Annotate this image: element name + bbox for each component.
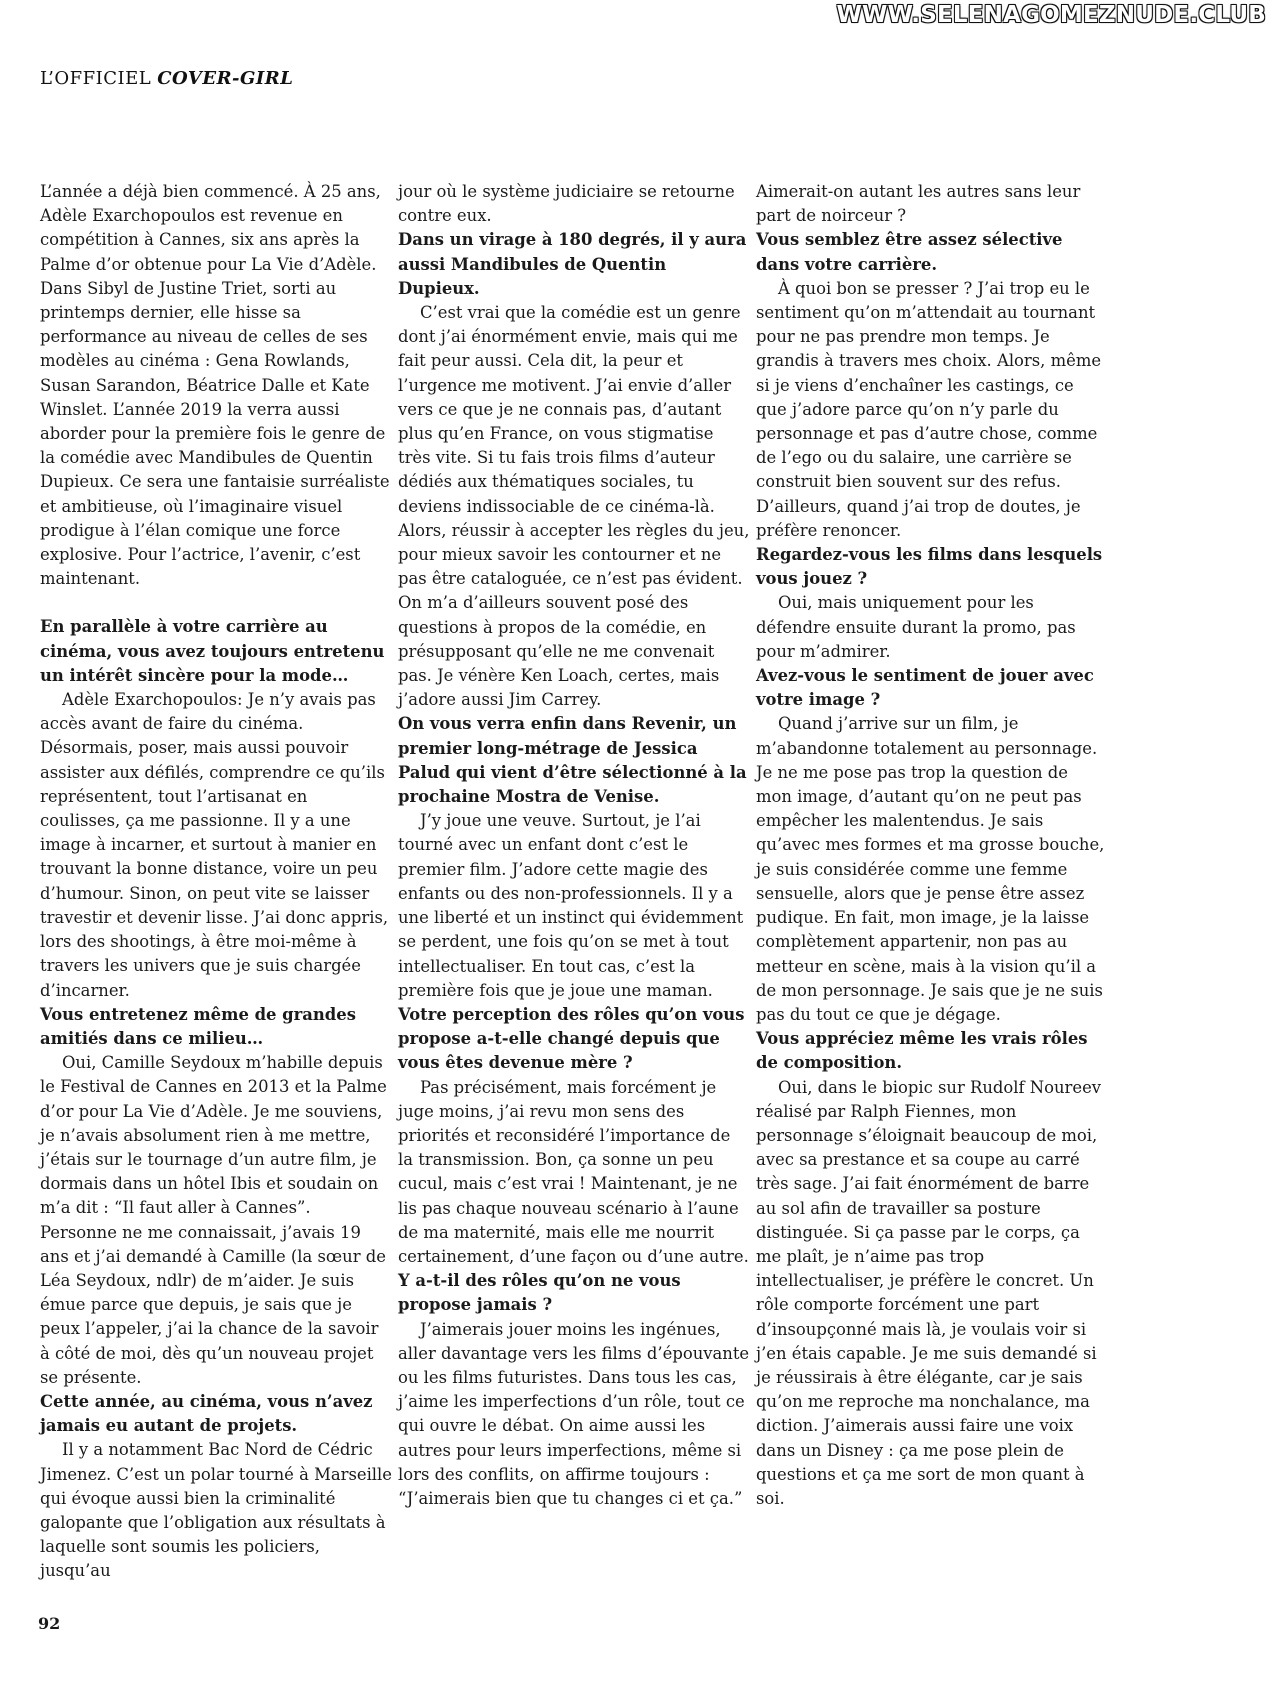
article-paragraph: Oui, Camille Seydoux m’habille depuis le Festival de Cannes en 2013 et la Palme d’or pour La Vie d’Adèle. Je me souviens, je n’avais absolument rien à me mettre, j’étais sur le tournage d’un autre film, je dormais dans un hôtel Ibis et soudain on m’a dit : “Il faut aller à Cannes”. Personne ne me connaissait, j’avais 19 ans et j’ai demandé à Camille (la sœur de Léa Seydoux, ndlr) de m’aider. Je suis émue parce que depuis, je sais que je peux l’appeler, j’ai la chance de la savoir à côté de moi, dès qu’un nouveau projet se présente. bbox=[40, 1053, 387, 1387]
article-paragraph: J’aimerais jouer moins les ingénues, aller davantage vers les films d’épouvante ou les films futuristes. Dans tous les cas, j’aime les imperfections d’un rôle, tout ce qui ouvre le débat. On aime aussi les autres pour leurs imperfections, même si lors des conflits, on affirme toujours : “J’aimerais bien que tu changes ci et ça.” bbox=[398, 1319, 750, 1508]
article-paragraph: C’est vrai que la comédie est un genre dont j’ai énormément envie, mais qui me fait peur aussi. Cela dit, la peur et l’urgence me motivent. J’ai envie d’aller vers ce que je ne connais pas, d’autant plus qu’en France, on vous stigmatise très vite. Si tu fais trois films d’auteur dédiés aux thématiques sociales, tu deviens indissociable de ce cinéma-là. Alors, réussir à accepter les règles du jeu, pour mieux savoir les contourner et ne pas être cataloguée, ce n’est pas évident. On m’a d’ailleurs souvent posé des questions à propos de la comédie, en présupposant qu’elle ne me convenait pas. Je vénère Ken Loach, certes, mais j’adore aussi Jim Carrey. bbox=[398, 303, 750, 710]
interview-question: Y a-t-il des rôles qu’on ne vous propose jamais ? bbox=[398, 1271, 681, 1315]
magazine-header bbox=[40, 68, 293, 89]
interview-question: On vous verra enfin dans Revenir, un premier long-métrage de Jessica Palud qui vient d’être sélectionné à la prochaine Mostra de Venise. bbox=[398, 714, 747, 807]
interview-question: Votre perception des rôles qu’on vous propose a-t-elle changé depuis que vous êtes devenue mère ? bbox=[398, 1004, 745, 1073]
article-column-3 bbox=[756, 180, 1108, 1511]
article-column-2 bbox=[398, 180, 750, 1511]
interview-question: Vous entretenez même de grandes amitiés dans ce milieu… bbox=[40, 1004, 356, 1048]
interview-question: Cette année, au cinéma, vous n’avez jamais eu autant de projets. bbox=[40, 1391, 373, 1436]
magazine-brand: L’OFFICIEL bbox=[40, 68, 152, 89]
article-paragraph: Aimerait-on autant les autres sans leur part de noirceur ? bbox=[756, 182, 1081, 226]
article-paragraph: À quoi bon se presser ? J’ai trop eu le sentiment qu’on m’attendait au tournant pour ne pas prendre mon temps. Je grandis à travers mes choix. Alors, même si je viens d’enchaîner les castings, ce que j’adore parce qu’on n’y parle du personnage et pas d’autre chose, comme de l’ego ou du salaire, une carrière se construit bien souvent sur des refus. D’ailleurs, quand j’ai trop de doutes, je préfère renoncer. bbox=[756, 278, 1102, 540]
interview-question: Avez-vous le sentiment de jouer avec votre image ? bbox=[756, 666, 1094, 710]
article-paragraph: Oui, dans le biopic sur Rudolf Noureev réalisé par Ralph Fiennes, mon personnage s’éloignait beaucoup de moi, avec sa prestance et sa coupe au carré très sage. J’ai fait énormément de barre au sol afin de travailler sa posture distinguée. Si ça passe par le corps, ça me plaît, je n’aime pas trop intellectualiser, je préfère le concret. Un rôle comporte forcément une part d’insoupçonné mais là, je voulais voir si j’en étais capable. Je me suis demandé si je réussirais à être élégante, car je sais qu’on me reproche ma nonchalance, ma diction. J’aimerais aussi faire une voix dans un Disney : ça me pose plein de questions et ça me sort de mon quant à soi. bbox=[756, 1077, 1102, 1508]
interview-question: Vous appréciez même les vrais rôles de composition. bbox=[756, 1029, 1088, 1073]
interview-question: Vous semblez être assez sélective dans votre carrière. bbox=[756, 230, 1063, 274]
article-column-1 bbox=[40, 180, 392, 1584]
article-paragraph: Il y a notamment Bac Nord de Cédric Jimenez. C’est un polar tourné à Marseille qui évoque aussi bien la criminalité galopante que l’obligation aux résultats à laquelle sont soumis les policiers, jusqu’au bbox=[40, 1440, 392, 1581]
article-paragraph: Adèle Exarchopoulos: Je n’y avais pas accès avant de faire du cinéma. Désormais, poser, mais aussi pouvoir assister aux défilés, comprendre ce qu’ils représentent, tout l’artisanat en coulisses, ça me passionne. Il y a une image à incarner, et surtout à manier en trouvant la bonne distance, voire un peu d’humour. Sinon, on peut vite se laisser travestir et devenir lisse. J’ai donc appris, lors des shootings, à être moi-même à travers les univers que je suis chargée d’incarner. bbox=[40, 690, 389, 1000]
section-title: COVER-GIRL bbox=[157, 68, 294, 89]
interview-question: Regardez-vous les films dans lesquels vous jouez ? bbox=[756, 545, 1103, 589]
interview-question: Dans un virage à 180 degrés, il y aura aussi Mandibules de Quentin Dupieux. bbox=[398, 230, 747, 298]
page-number: 92 bbox=[38, 1614, 61, 1633]
article-paragraph: Oui, mais uniquement pour les défendre ensuite durant la promo, pas pour m’admirer. bbox=[756, 593, 1076, 661]
article-paragraph: Quand j’arrive sur un film, je m’abandonne totalement au personnage. Je ne me pose pas trop la question de mon image, d’autant qu’on ne peut pas empêcher les malentendus. Je sais qu’avec mes formes et ma grosse bouche, je suis considérée comme une femme sensuelle, alors que je pense être assez pudique. En fait, mon image, je la laisse complètement appartenir, non pas au metteur en scène, mais à la vision qu’il a de mon personnage. Je sais que je ne suis pas du tout ce que je dégage. bbox=[756, 714, 1105, 1024]
article-paragraph: L’année a déjà bien commencé. À 25 ans, Adèle Exarchopoulos est revenue en compétition à Cannes, six ans après la Palme d’or obtenue pour La Vie d’Adèle. Dans Sibyl de Justine Triet, sorti au printemps dernier, elle hisse sa performance au niveau de celles de ses modèles au cinéma : Gena Rowlands, Susan Sarandon, Béatrice Dalle et Kate Winslet. L’année 2019 la verra aussi aborder pour la première fois le genre de la comédie avec Mandibules de Quentin Dupieux. Ce sera une fantaisie surréaliste et ambitieuse, où l’imaginaire visuel prodigue à l’élan comique une force explosive. Pour l’actrice, l’avenir, c’est maintenant. bbox=[40, 182, 390, 589]
article-paragraph: jour où le système judiciaire se retourne contre eux. bbox=[398, 182, 735, 226]
watermark: WWW.SELENAGOMEZNUDE.CLUB bbox=[836, 2, 1266, 28]
article-paragraph: Pas précisément, mais forcément je juge moins, j’ai revu mon sens des priorités et reconsidéré l’importance de la transmission. Bon, ça sonne un peu cucul, mais c’est vrai ! Maintenant, je ne lis pas chaque nouveau scénario à l’aune de ma maternité, mais elle me nourrit certainement, d’une façon ou d’une autre. bbox=[398, 1077, 749, 1266]
interview-question: En parallèle à votre carrière au cinéma, vous avez toujours entretenu un intérêt sincère pour la mode… bbox=[40, 617, 385, 685]
article-paragraph: J’y joue une veuve. Surtout, je l’ai tourné avec un enfant dont c’est le premier film. J’adore cette magie des enfants ou des non-professionnels. Il y a une liberté et un instinct qui évidemment se perdent, une fois qu’on se met à tout intellectualiser. En tout cas, c’est la première fois que je joue une maman. bbox=[398, 811, 744, 1000]
